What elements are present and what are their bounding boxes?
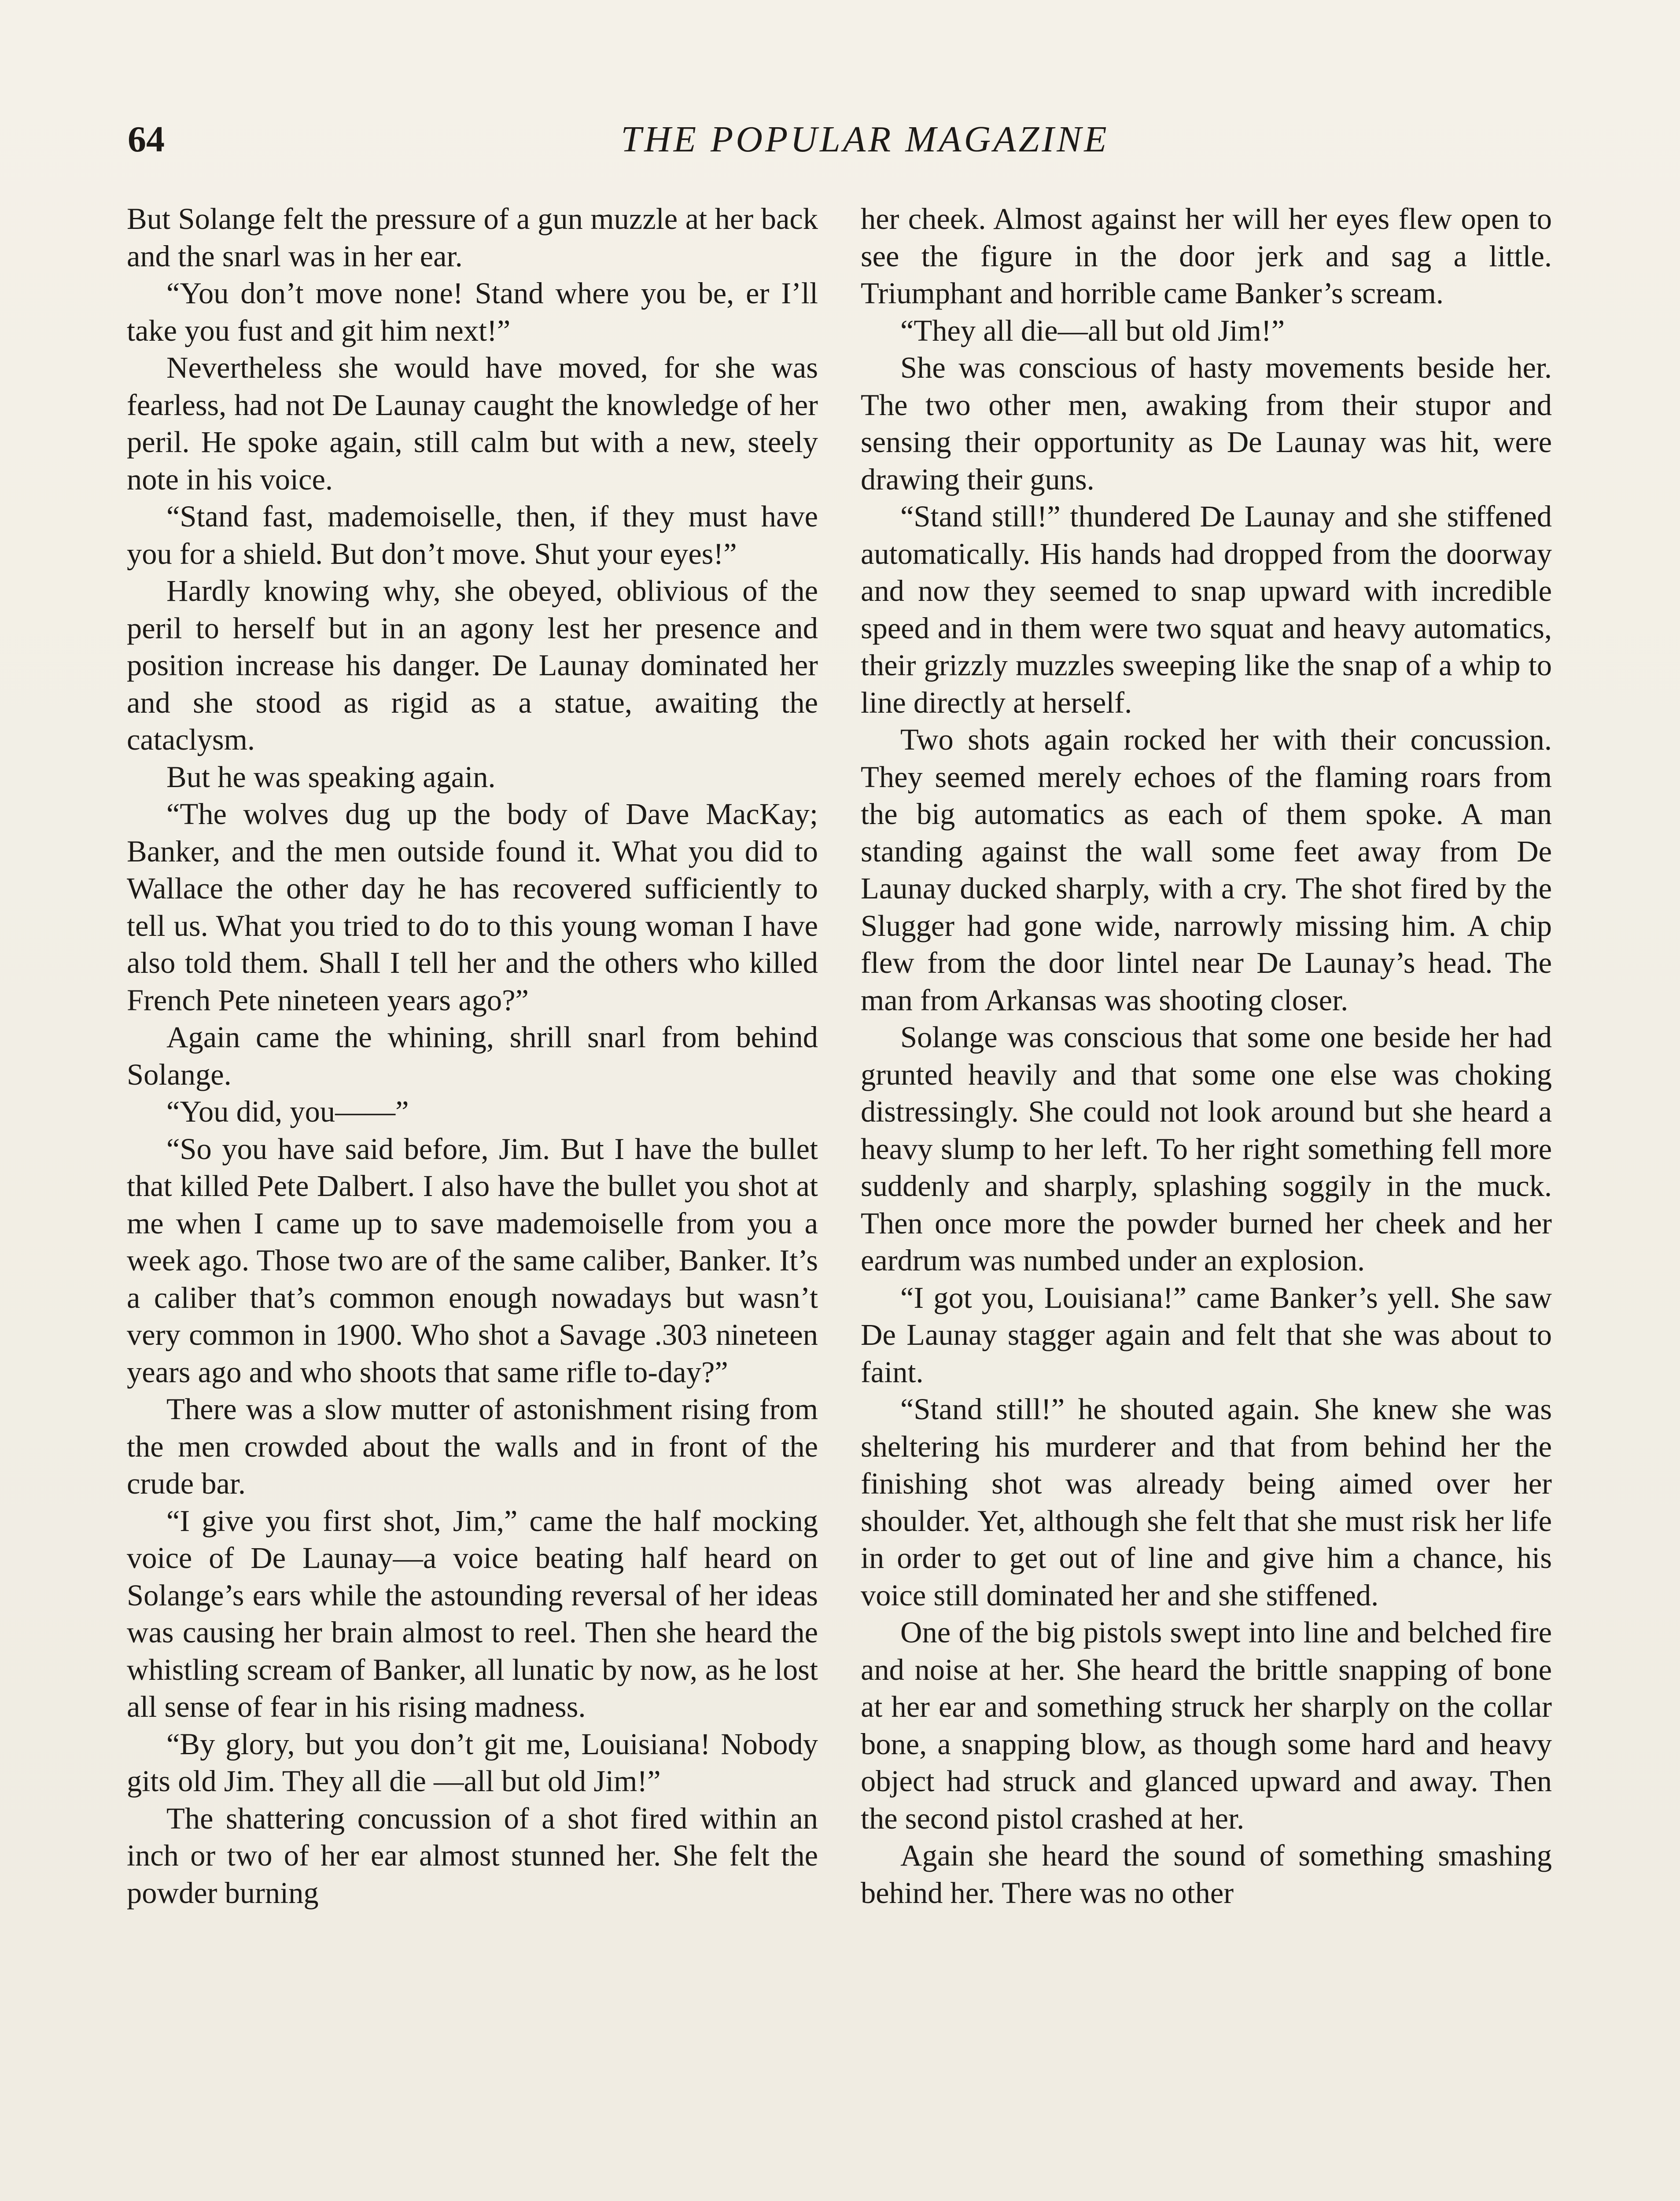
- paragraph: But he was speaking again.: [166, 760, 496, 794]
- paragraph: “They all die—all but old Jim!”: [900, 313, 1285, 347]
- paragraph: But Solange felt the pressure of a gun muzzle at her back and the snarl was in her ear.: [127, 202, 818, 273]
- paragraph: “So you have said before, Jim. But I have the bullet that killed Pete Dalbert. I also have the bullet you shot at me when I came up to save mademoiselle from you a week ago. Those two are of the same caliber, Banker. It’s a caliber that’s common enough nowadays but wasn’t very common in 1900. Who shot a Savage .303 nineteen years ago and who shoots that same rifle to-day?”: [127, 1132, 818, 1389]
- page-number: 64: [128, 119, 165, 160]
- paragraph: “Stand still!” thundered De Launay and she stiffened automatically. His hands had dropped from the doorway and now they seemed to snap upward with incredible speed and in them were two squat and heavy automatics, their grizzly muzzles sweeping like the snap of a whip to line directly at herself.: [861, 500, 1552, 719]
- paragraph: “You don’t move none! Stand where you be, er I’ll take you fust and git him next!”: [127, 276, 818, 347]
- paragraph: Nevertheless she would have moved, for she was fearless, had not De Launay caught the knowledge of her peril. He spoke again, still calm but with a new, steely note in his voice.: [127, 351, 818, 496]
- paragraph: Two shots again rocked her with their concussion. They seemed merely echoes of the flaming roars from the big automatics as each of them spoke. A man standing against the wall some feet away from De Launay ducked sharply, with a cry. The shot fired by the Slugger had gone wide, narrowly missing him. A chip flew from the door lintel near De Launay’s head. The man from Arkansas was shooting closer.: [861, 723, 1552, 1017]
- paragraph: The shattering concussion of a shot fired within an inch or two of her ear almost stunned her. She felt the powder burning: [127, 1801, 818, 1910]
- left-column: [127, 200, 818, 1911]
- paragraph: One of the big pistols swept into line and belched fire and noise at her. She heard the brittle snapping of bone at her ear and something struck her sharply on the collar bone, a snapping blow, as though some hard and heavy object had struck and glanced upward and away. Then the second pistol crashed at her.: [861, 1616, 1552, 1835]
- paragraph: She was conscious of hasty movements beside her. The two other men, awaking from their stupor and sensing their opportunity as De Launay was hit, were drawing their guns.: [861, 351, 1552, 496]
- running-title: THE POPULAR MAGAZINE: [621, 119, 1109, 160]
- paragraph: Solange was conscious that some one beside her had grunted heavily and that some one else was choking distressingly. She could not look around but she heard a heavy slump to her left. To her right something fell more suddenly and sharply, splashing soggily in the muck. Then once more the powder burned her cheek and her eardrum was numbed under an explosion.: [861, 1020, 1552, 1277]
- paragraph: Again came the whining, shrill snarl from behind Solange.: [127, 1020, 818, 1091]
- paragraph: “I got you, Louisiana!” came Banker’s yell. She saw De Launay stagger again and felt that she was about to faint.: [861, 1281, 1552, 1389]
- paragraph: Hardly knowing why, she obeyed, oblivious of the peril to herself but in an agony lest her presence and position increase his danger. De Launay dominated her and she stood as rigid as a statue, awaiting the cataclysm.: [127, 574, 818, 756]
- paragraph: “Stand fast, mademoiselle, then, if they must have you for a shield. But don’t move. Shut your eyes!”: [127, 500, 818, 570]
- paragraph: “The wolves dug up the body of Dave MacKay; Banker, and the men outside found it. What you did to Wallace the other day he has recovered sufficiently to tell us. What you tried to do to this young woman I have also told them. Shall I tell her and the others who killed French Pete nineteen years ago?”: [127, 797, 818, 1017]
- paragraph: “You did, you——”: [166, 1095, 409, 1128]
- paragraph: “By glory, but you don’t git me, Louisiana! Nobody gits old Jim. They all die —all but old Jim!”: [127, 1727, 818, 1798]
- page-header: [128, 115, 1550, 164]
- paragraph-continuation: her cheek. Almost against her will her eyes flew open to see the figure in the door jerk and sag a little. Triumphant and horrible came Banker’s scream.: [861, 202, 1552, 310]
- paragraph: “Stand still!” he shouted again. She knew she was sheltering his murderer and that from behind her the finishing shot was already being aimed over her shoulder. Yet, although she felt that she must risk her life in order to get out of line and give him a chance, his voice still dominated her and she stiffened.: [861, 1392, 1552, 1612]
- right-column: [861, 200, 1552, 1911]
- paragraph: There was a slow mutter of astonishment rising from the men crowded about the walls and in front of the crude bar.: [127, 1392, 818, 1500]
- paragraph: “I give you first shot, Jim,” came the half mocking voice of De Launay—a voice beating half heard on Solange’s ears while the astounding reversal of her ideas was causing her brain almost to reel. Then she heard the whistling scream of Banker, all lunatic by now, as he lost all sense of fear in his rising madness.: [127, 1504, 818, 1723]
- paragraph: Again she heard the sound of something smashing behind her. There was no other: [861, 1839, 1552, 1910]
